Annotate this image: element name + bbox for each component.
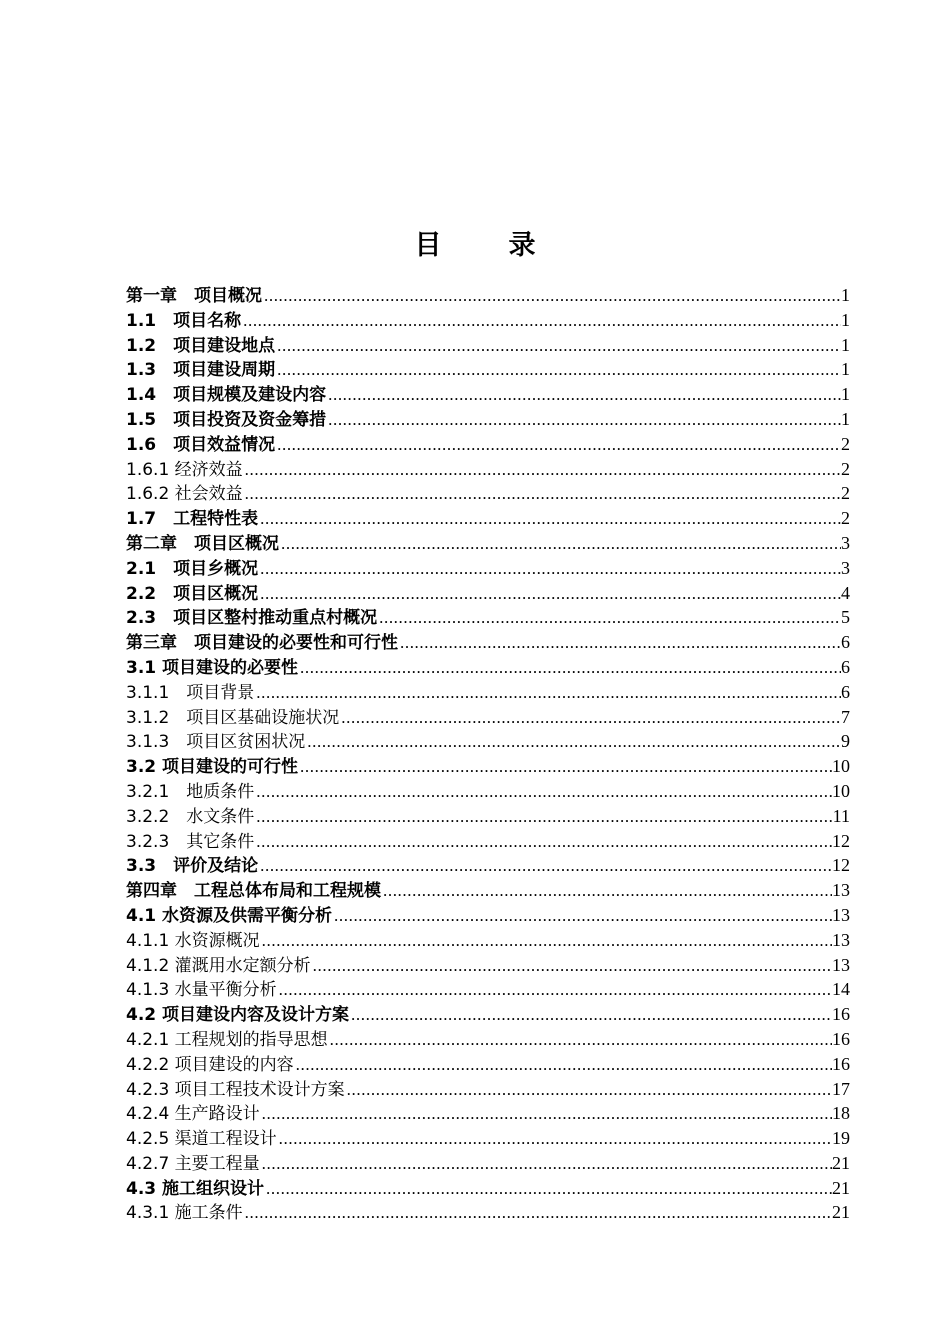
toc-entry[interactable] bbox=[126, 457, 850, 482]
toc-entry-label: 1.6.2 社会效益 bbox=[126, 484, 243, 505]
toc-entry-label: 4.2.3 项目工程技术设计方案 bbox=[126, 1079, 345, 1100]
toc-entry-label: 1.7 工程特性表 bbox=[126, 509, 259, 530]
toc-dot-leader bbox=[254, 780, 832, 804]
toc-entry[interactable] bbox=[126, 283, 850, 308]
toc-entry-page-number: 6 bbox=[841, 656, 850, 677]
toc-entry-label: 1.3 项目建设周期 bbox=[126, 360, 276, 381]
toc-entry-page-number: 2 bbox=[841, 433, 850, 454]
toc-entry-label: 1.6 项目效益情况 bbox=[126, 434, 276, 455]
toc-entry[interactable] bbox=[126, 804, 850, 829]
toc-dot-leader bbox=[243, 482, 841, 506]
toc-entry-page-number: 13 bbox=[832, 929, 850, 950]
toc-entry-page-number: 10 bbox=[832, 780, 850, 801]
toc-entry-label: 3.2.1 地质条件 bbox=[126, 781, 255, 802]
toc-entry-label: 3.1.2 项目区基础设施状况 bbox=[126, 707, 340, 728]
toc-entry-label: 4.1 水资源及供需平衡分析 bbox=[126, 905, 333, 926]
toc-dot-leader bbox=[262, 284, 841, 308]
toc-dot-leader bbox=[398, 631, 841, 655]
toc-entry-label: 2.2 项目区概况 bbox=[126, 583, 259, 604]
toc-entry-label: 2.3 项目区整村推动重点村概况 bbox=[126, 608, 378, 629]
toc-dot-leader bbox=[243, 1201, 832, 1225]
toc-dot-leader bbox=[241, 309, 841, 333]
toc-entry-label: 1.2 项目建设地点 bbox=[126, 335, 276, 356]
toc-entry[interactable] bbox=[126, 1126, 850, 1151]
toc-entry-page-number: 16 bbox=[832, 1004, 850, 1025]
toc-dot-leader bbox=[326, 408, 841, 432]
toc-dot-leader bbox=[260, 1102, 832, 1126]
toc-entry[interactable] bbox=[126, 407, 850, 432]
toc-dot-leader bbox=[294, 1053, 832, 1077]
toc-dot-leader bbox=[254, 830, 832, 854]
toc-dot-leader bbox=[349, 1003, 832, 1027]
toc-dot-leader bbox=[260, 1152, 832, 1176]
toc-title: 目 录 bbox=[414, 230, 556, 261]
toc-entry-page-number: 13 bbox=[832, 954, 850, 975]
toc-dot-leader bbox=[260, 929, 832, 953]
toc-entry-page-number: 3 bbox=[841, 557, 850, 578]
toc-entry-label: 4.3.1 施工条件 bbox=[126, 1203, 243, 1224]
toc-entry[interactable] bbox=[126, 680, 850, 705]
toc-entry[interactable] bbox=[126, 1052, 850, 1077]
toc-entry-page-number: 12 bbox=[832, 830, 850, 851]
toc-entry[interactable] bbox=[126, 605, 850, 630]
toc-entry-page-number: 12 bbox=[832, 855, 850, 876]
toc-entry[interactable] bbox=[126, 754, 850, 779]
toc-entry-label: 1.1 项目名称 bbox=[126, 310, 242, 331]
toc-entry[interactable] bbox=[126, 1101, 850, 1126]
toc-entry[interactable] bbox=[126, 1077, 850, 1102]
toc-entry-page-number: 17 bbox=[832, 1078, 850, 1099]
toc-entry-label: 3.1.1 项目背景 bbox=[126, 682, 255, 703]
toc-entry-label: 3.2.2 水文条件 bbox=[126, 806, 255, 827]
toc-entry-page-number: 1 bbox=[841, 309, 850, 330]
toc-entry-label: 3.3 评价及结论 bbox=[126, 856, 259, 877]
toc-entry-page-number: 11 bbox=[832, 805, 850, 826]
toc-entry-page-number: 13 bbox=[832, 904, 850, 925]
toc-dot-leader bbox=[326, 383, 841, 407]
toc-entry-page-number: 6 bbox=[841, 632, 850, 653]
toc-entry-page-number: 6 bbox=[841, 681, 850, 702]
toc-entry-page-number: 1 bbox=[841, 334, 850, 355]
toc-list bbox=[126, 283, 850, 1225]
toc-entry-label: 第二章 项目区概况 bbox=[126, 533, 279, 554]
toc-dot-leader bbox=[258, 507, 841, 531]
toc-dot-leader bbox=[258, 582, 841, 606]
toc-dot-leader bbox=[277, 978, 832, 1002]
toc-entry[interactable] bbox=[126, 432, 850, 457]
toc-dot-leader bbox=[305, 730, 841, 754]
toc-entry-page-number: 16 bbox=[832, 1028, 850, 1049]
toc-dot-leader bbox=[277, 1127, 832, 1151]
toc-dot-leader bbox=[254, 681, 841, 705]
toc-entry[interactable] bbox=[126, 382, 850, 407]
toc-entry-label: 1.4 项目规模及建设内容 bbox=[126, 385, 327, 406]
toc-entry[interactable] bbox=[126, 1176, 850, 1201]
toc-entry-page-number: 18 bbox=[832, 1103, 850, 1124]
toc-entry-label: 1.6.1 经济效益 bbox=[126, 459, 243, 480]
toc-entry-label: 4.2.4 生产路设计 bbox=[126, 1104, 260, 1125]
toc-dot-leader bbox=[279, 532, 841, 556]
toc-entry-page-number: 16 bbox=[832, 1053, 850, 1074]
toc-entry[interactable] bbox=[126, 655, 850, 680]
toc-dot-leader bbox=[298, 656, 841, 680]
toc-dot-leader bbox=[345, 1078, 832, 1102]
toc-entry[interactable] bbox=[126, 1027, 850, 1052]
toc-entry-page-number: 1 bbox=[841, 359, 850, 380]
toc-entry-label: 第四章 工程总体布局和工程规模 bbox=[126, 881, 381, 902]
toc-dot-leader bbox=[332, 904, 832, 928]
toc-entry[interactable] bbox=[126, 729, 850, 754]
toc-entry[interactable] bbox=[126, 779, 850, 804]
toc-entry-page-number: 5 bbox=[841, 607, 850, 628]
toc-entry[interactable] bbox=[126, 878, 850, 903]
toc-entry-page-number: 2 bbox=[841, 508, 850, 529]
toc-entry-label: 1.5 项目投资及资金筹措 bbox=[126, 409, 327, 430]
toc-entry-label: 3.1 项目建设的必要性 bbox=[126, 657, 299, 678]
toc-entry[interactable] bbox=[126, 903, 850, 928]
toc-entry[interactable] bbox=[126, 853, 850, 878]
toc-entry-label: 2.1 项目乡概况 bbox=[126, 558, 259, 579]
toc-entry[interactable] bbox=[126, 357, 850, 382]
toc-entry-page-number: 9 bbox=[841, 731, 850, 752]
toc-entry-page-number: 21 bbox=[832, 1152, 850, 1173]
toc-entry-page-number: 14 bbox=[832, 979, 850, 1000]
toc-entry-page-number: 2 bbox=[841, 483, 850, 504]
toc-entry-page-number: 2 bbox=[841, 458, 850, 479]
toc-dot-leader bbox=[254, 805, 832, 829]
toc-entry-label: 4.2 项目建设内容及设计方案 bbox=[126, 1005, 350, 1026]
toc-entry-label: 4.1.2 灌溉用水定额分析 bbox=[126, 955, 311, 976]
toc-dot-leader bbox=[275, 334, 841, 358]
toc-entry[interactable] bbox=[126, 481, 850, 506]
toc-entry[interactable] bbox=[126, 308, 850, 333]
toc-entry[interactable] bbox=[126, 1151, 850, 1176]
toc-dot-leader bbox=[275, 433, 841, 457]
toc-entry-page-number: 10 bbox=[832, 756, 850, 777]
toc-entry[interactable] bbox=[126, 977, 850, 1002]
toc-entry[interactable] bbox=[126, 1002, 850, 1027]
toc-entry-page-number: 7 bbox=[841, 706, 850, 727]
toc-entry-label: 3.2.3 其它条件 bbox=[126, 831, 255, 852]
toc-entry[interactable] bbox=[126, 506, 850, 531]
toc-entry-page-number: 13 bbox=[832, 880, 850, 901]
toc-entry-page-number: 1 bbox=[841, 408, 850, 429]
toc-entry-label: 4.3 施工组织设计 bbox=[126, 1178, 265, 1199]
toc-entry[interactable] bbox=[126, 531, 850, 556]
toc-dot-leader bbox=[275, 358, 841, 382]
toc-entry-page-number: 21 bbox=[832, 1202, 850, 1223]
toc-entry[interactable] bbox=[126, 556, 850, 581]
toc-dot-leader bbox=[377, 606, 841, 630]
toc-entry-label: 3.1.3 项目区贫困状况 bbox=[126, 732, 306, 753]
toc-entry-page-number: 19 bbox=[832, 1128, 850, 1149]
toc-entry-page-number: 4 bbox=[841, 582, 850, 603]
toc-entry[interactable] bbox=[126, 705, 850, 730]
toc-dot-leader bbox=[311, 954, 832, 978]
toc-dot-leader bbox=[381, 879, 832, 903]
toc-dot-leader bbox=[258, 557, 841, 581]
toc-entry-page-number: 1 bbox=[841, 285, 850, 305]
toc-entry[interactable] bbox=[126, 1200, 850, 1225]
toc-dot-leader bbox=[243, 458, 841, 482]
toc-entry[interactable] bbox=[126, 829, 850, 854]
toc-dot-leader bbox=[258, 854, 832, 878]
toc-entry-label: 3.2 项目建设的可行性 bbox=[126, 757, 299, 778]
toc-entry[interactable] bbox=[126, 953, 850, 978]
toc-dot-leader bbox=[298, 755, 832, 779]
toc-dot-leader bbox=[328, 1028, 832, 1052]
toc-entry-page-number: 1 bbox=[841, 384, 850, 405]
toc-entry[interactable] bbox=[126, 333, 850, 358]
toc-entry-label: 4.1.3 水量平衡分析 bbox=[126, 980, 277, 1001]
toc-entry-label: 4.2.7 主要工程量 bbox=[126, 1153, 260, 1174]
toc-entry-page-number: 3 bbox=[841, 532, 850, 553]
toc-entry-label: 4.2.5 渠道工程设计 bbox=[126, 1129, 277, 1150]
toc-entry-label: 4.2.1 工程规划的指导思想 bbox=[126, 1029, 328, 1050]
toc-entry-label: 第三章 项目建设的必要性和可行性 bbox=[126, 633, 398, 654]
toc-entry-label: 第一章 项目概况 bbox=[126, 286, 262, 306]
toc-dot-leader bbox=[339, 706, 841, 730]
toc-entry[interactable] bbox=[126, 928, 850, 953]
toc-entry[interactable] bbox=[126, 581, 850, 606]
toc-entry-label: 4.2.2 项目建设的内容 bbox=[126, 1054, 294, 1075]
toc-entry-label: 4.1.1 水资源概况 bbox=[126, 930, 260, 951]
toc-entry-page-number: 21 bbox=[832, 1177, 850, 1198]
toc-dot-leader bbox=[264, 1177, 832, 1201]
toc-entry[interactable] bbox=[126, 630, 850, 655]
